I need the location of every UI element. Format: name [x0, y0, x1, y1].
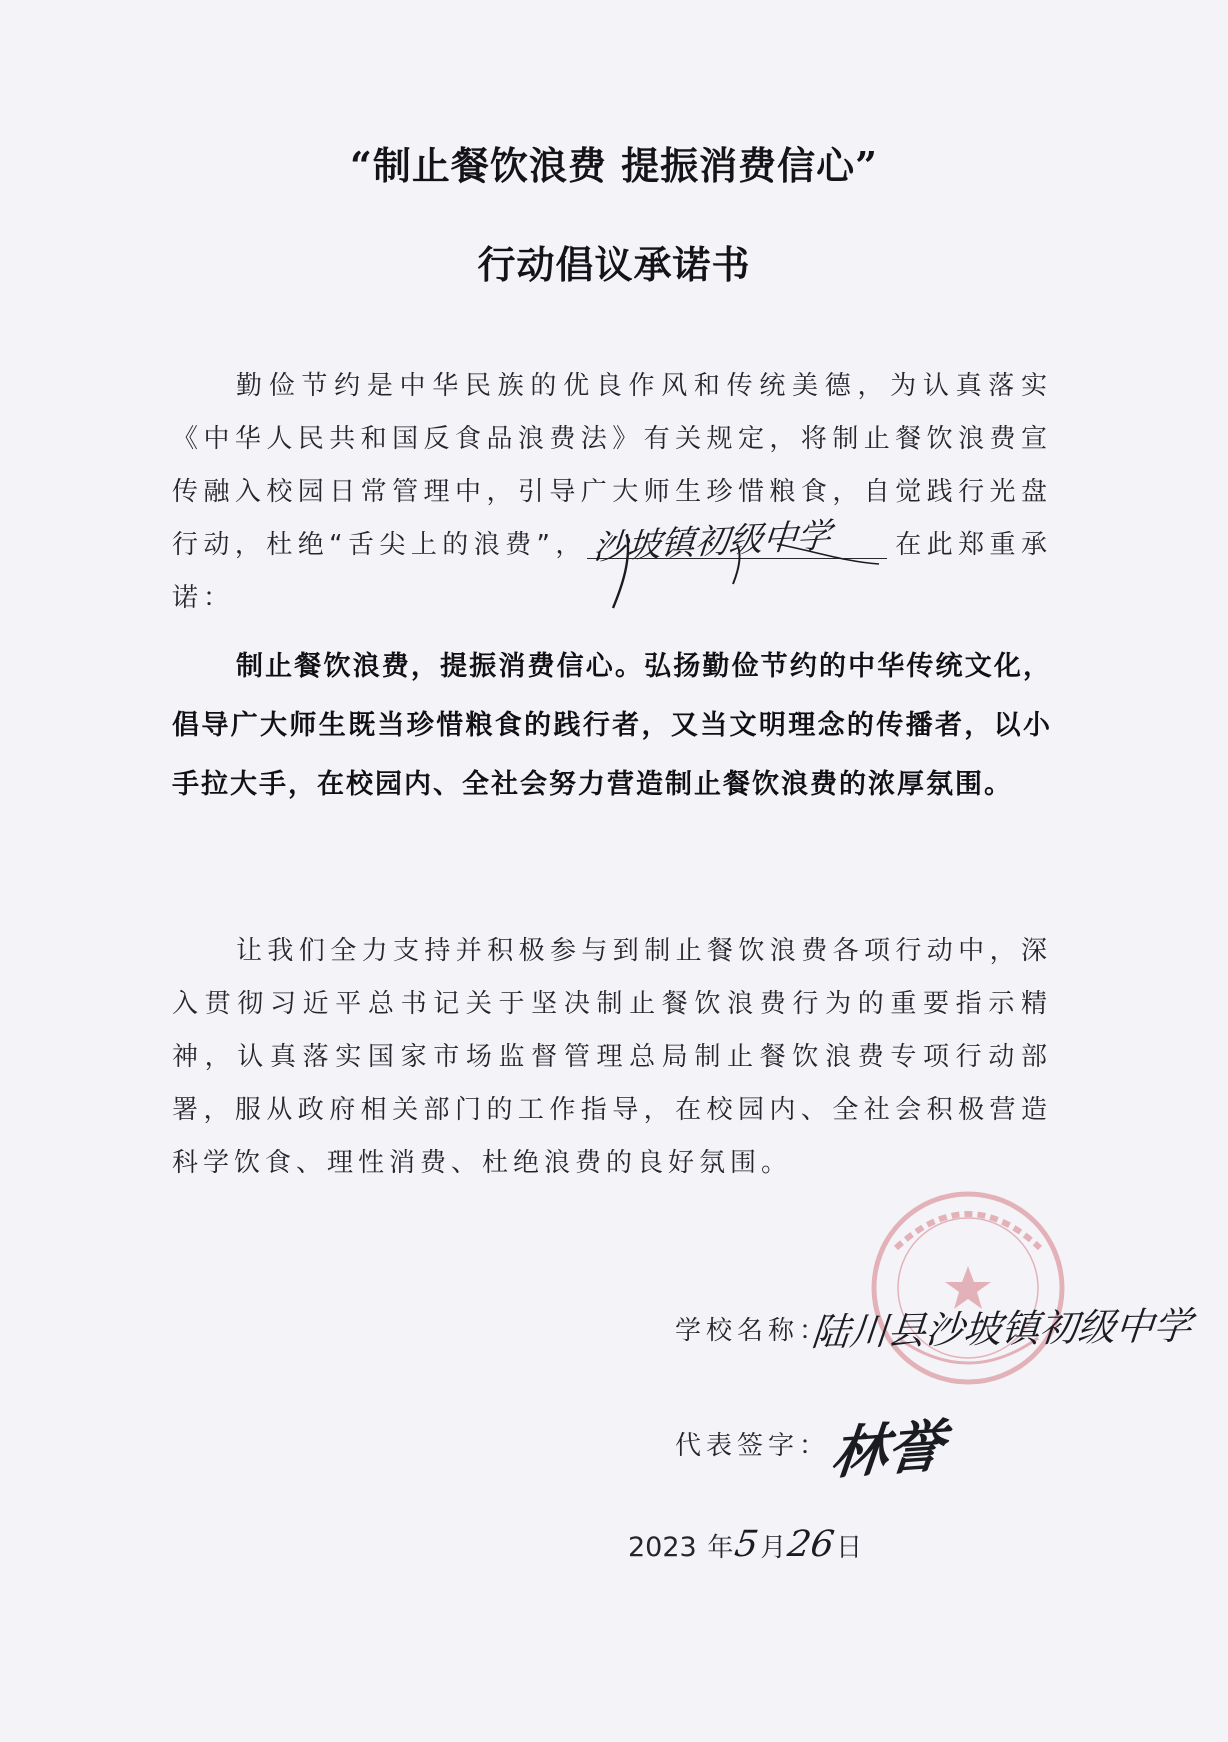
date-month-suffix: 月: [760, 1533, 787, 1563]
paragraph-3: 让我们全力支持并积极参与到制止餐饮浪费各项行动中，深入贯彻习近平总书记关于坚决制止餐饮浪费行为的重要指示精神，认真落实国家市场监督管理总局制止餐饮浪费专项行动部署，服从政府相关部门的工作指导，在校园内、全社会积极营造科学饮食、理性消费、杜绝浪费的良好氛围。: [172, 936, 1052, 1178]
representative-label: 代表签字：: [675, 1431, 831, 1461]
paragraph-2-bold: 制止餐饮浪费，提振消费信心。弘扬勤俭节约的中华传统文化，倡导广大师生既当珍惜粮食的践行者，又当文明理念的传播者，以小手拉大手，在校园内、全社会努力营造制止餐饮浪费的浓厚氛围。: [172, 651, 1052, 800]
date-year: 2023: [628, 1532, 697, 1563]
signature-handwriting: 林誉: [828, 1412, 947, 1488]
paragraph-1: [172, 360, 1052, 625]
date-year-suffix: 年: [707, 1533, 734, 1563]
school-blank-handwriting: 沙坡镇初级中学: [591, 515, 833, 569]
school-name-handwriting: 陆川县沙坡镇初级中学: [809, 1303, 1194, 1355]
date-month-handwriting: 5: [732, 1524, 762, 1565]
official-seal-icon: [868, 1188, 1068, 1388]
title-line-2: 行动倡议承诺书: [477, 242, 751, 287]
school-name-label: 学校名称：: [675, 1316, 831, 1346]
date-day-suffix: 日: [836, 1533, 863, 1563]
paragraph-1-tail: 在此郑重承诺：: [172, 530, 1052, 613]
date-line: [628, 1524, 864, 1565]
paragraph-1-text: 勤俭节约是中华民族的优良作风和传统美德，为认真落实《中华人民共和国反食品浪费法》有关规定，将制止餐饮浪费宣传融入校园日常管理中，引导广大师生珍惜粮食，自觉践行光盘行动，杜绝“舌尖上的浪费”，: [172, 371, 1052, 560]
school-blank-line: [587, 515, 887, 569]
date-day-handwriting: 26: [785, 1524, 837, 1565]
title-line-1: “制止餐饮浪费 提振消费信心”: [350, 143, 878, 188]
